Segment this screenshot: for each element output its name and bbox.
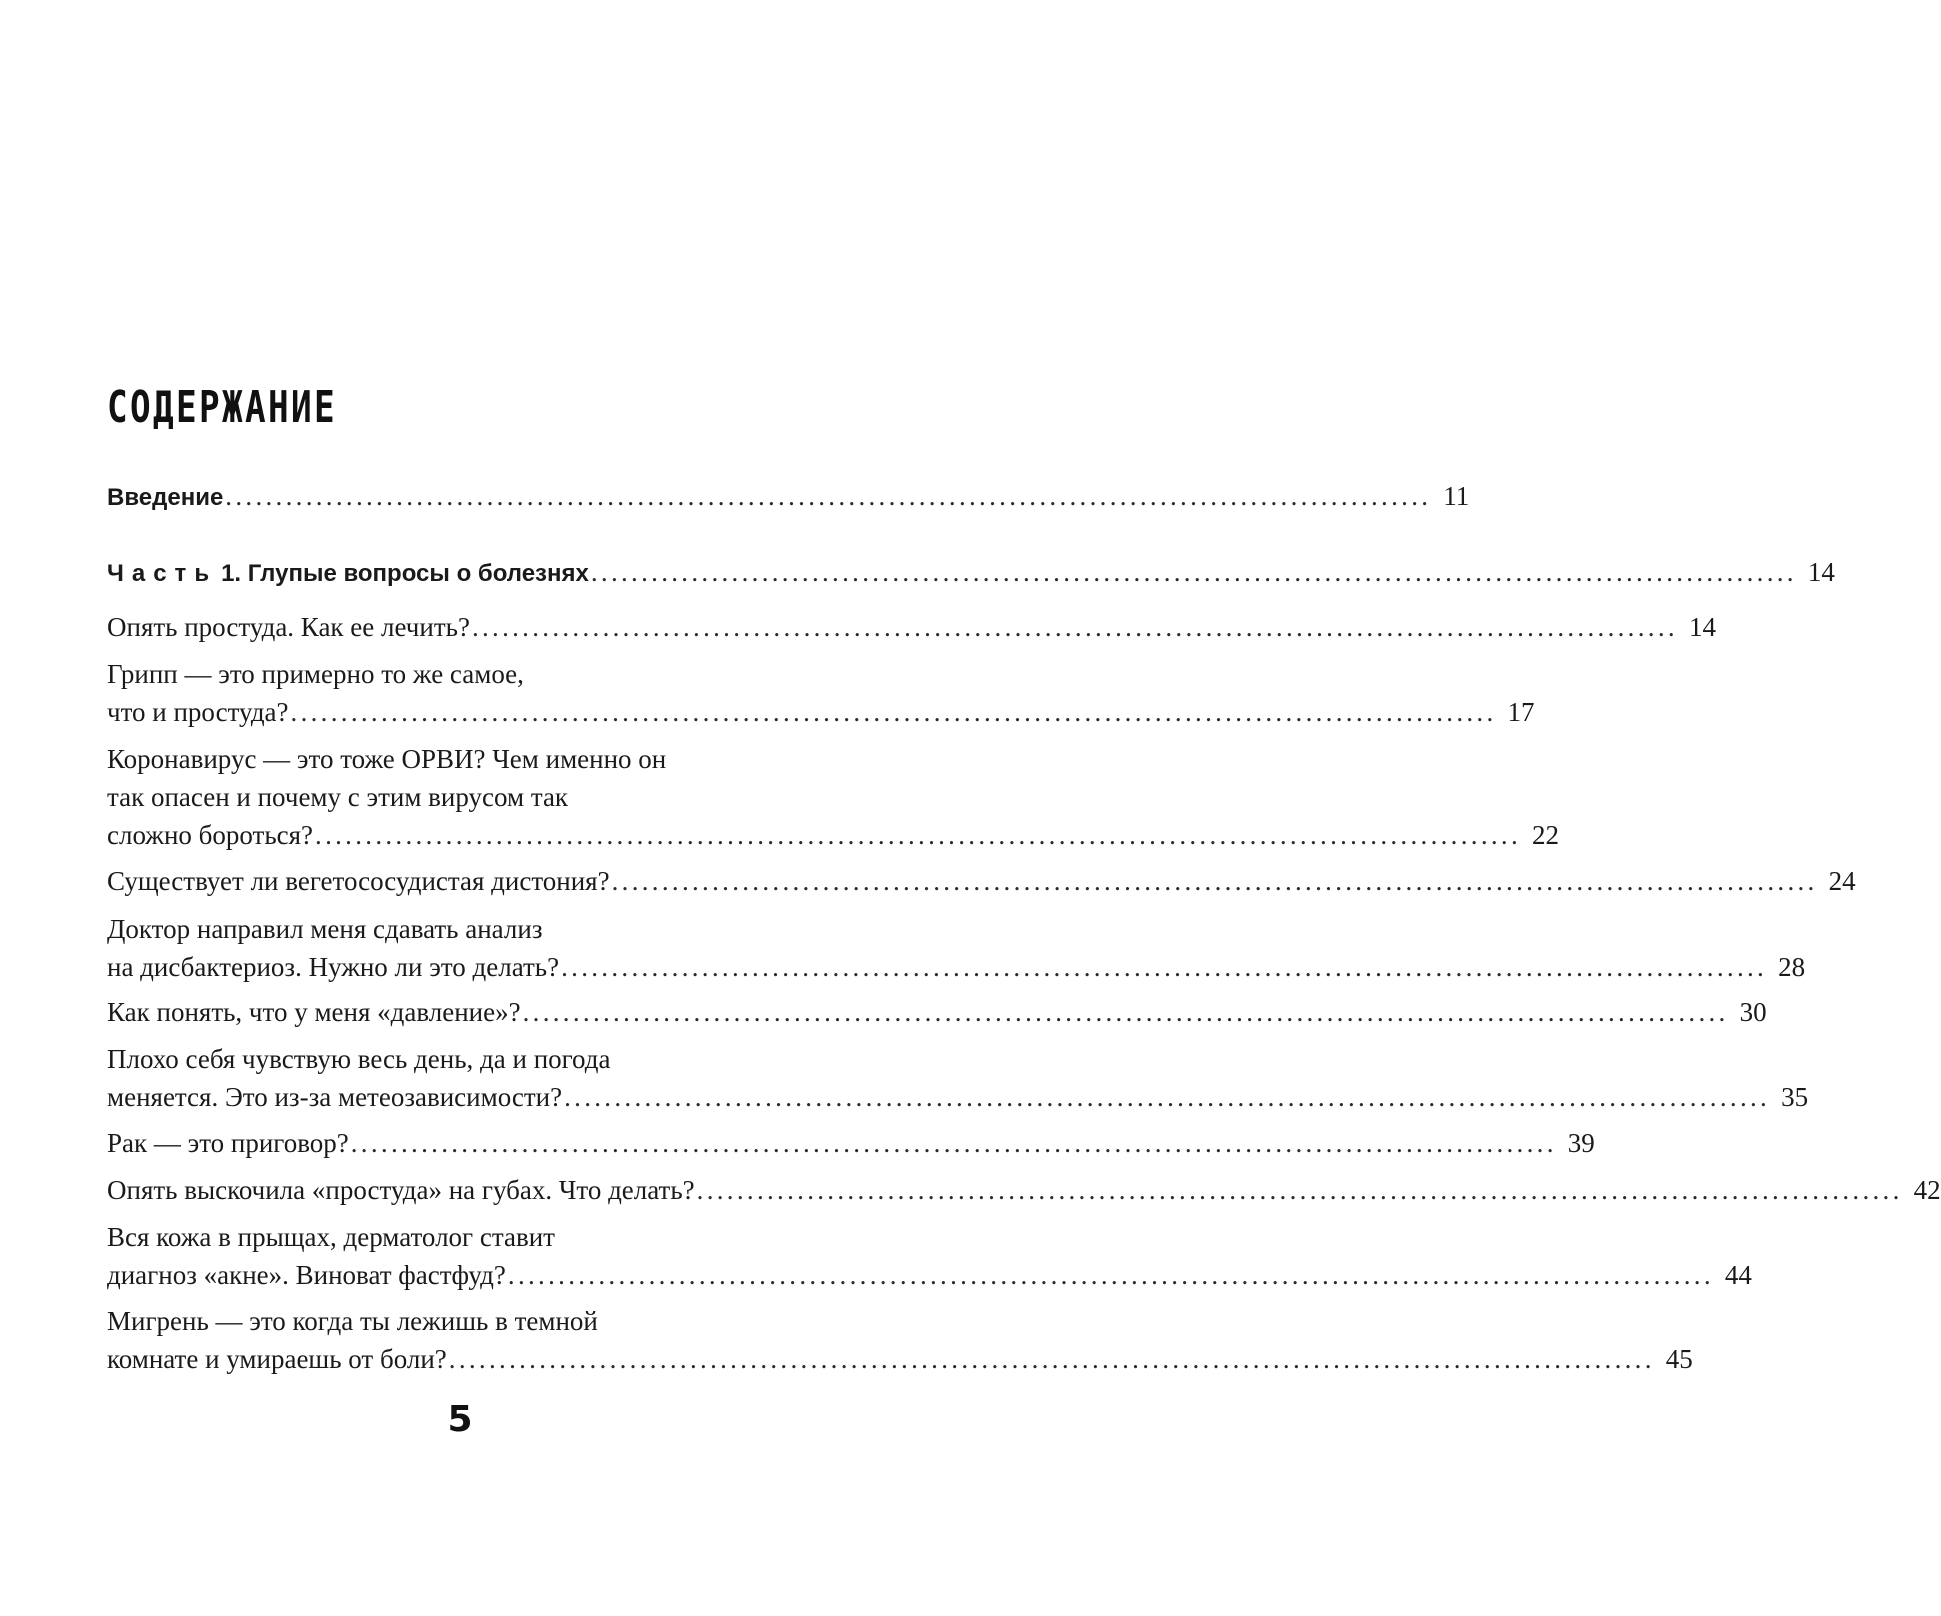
toc-entry-part-1	[107, 553, 1835, 593]
toc-entry-text: Существует ли вегетососудистая дистония?	[107, 866, 610, 896]
dot-leader: ........................................................................................................................	[471, 612, 1678, 642]
toc-entry-text: 1. Глупые вопросы о болезнях	[221, 560, 589, 587]
dot-leader: ........................................................................................................................	[611, 866, 1818, 896]
toc-entry-text: меняется. Это из-за метеозависимости?	[107, 1082, 563, 1112]
toc-entry-text: что и простуда?	[107, 697, 289, 727]
dot-leader: ........................................................................................................................	[696, 1175, 1903, 1205]
toc-entry-page: 14	[1807, 557, 1835, 587]
toc-entry-line: Вся кожа в прыщах, дерматолог ставит	[107, 1222, 555, 1252]
toc-entry-text: Введение	[107, 484, 224, 511]
toc-entry-line: Коронавирус — это тоже ОРВИ? Чем именно он	[107, 744, 667, 774]
page-number: 5	[447, 1399, 473, 1440]
dot-leader: ........................................................................................................................	[561, 952, 1768, 982]
toc-entry	[107, 1124, 1595, 1162]
toc-entry-page: 42	[1913, 1175, 1941, 1205]
toc-entry	[107, 1040, 1809, 1116]
dot-leader: ........................................................................................................................	[315, 820, 1522, 850]
toc-entry-line: Мигрень — это когда ты лежишь в темной	[107, 1306, 598, 1336]
toc-entry	[107, 862, 1856, 900]
toc-entry	[107, 608, 1716, 646]
toc-entry-page: 14	[1688, 612, 1716, 642]
toc-entry-text: на дисбактериоз. Нужно ли это делать?	[107, 952, 560, 982]
toc-entry-page: 24	[1828, 866, 1856, 896]
toc-entry-text: Опять выскочила «простуда» на губах. Что делать?	[107, 1175, 695, 1205]
dot-leader: ........................................................................................................................	[350, 1128, 1557, 1158]
toc-entry	[107, 1171, 1941, 1209]
toc-entry-page: 11	[1443, 481, 1470, 511]
toc-entry-page: 45	[1665, 1344, 1693, 1374]
toc-entry	[107, 740, 1560, 854]
toc-entry-text: диагноз «акне». Виноват фастфуд?	[107, 1260, 506, 1290]
toc-entry-page: 30	[1739, 997, 1767, 1027]
dot-leader: ........................................................................................................................	[564, 1082, 1771, 1112]
dot-leader: ........................................................................................................................	[590, 557, 1797, 587]
toc-entry-text: сложно бороться?	[107, 820, 314, 850]
toc-entry	[107, 910, 1806, 986]
toc-entry-text: Как понять, что у меня «давление»?	[107, 997, 521, 1027]
toc-entry-text: Рак — это приговор?	[107, 1128, 349, 1158]
toc-entry-page: 22	[1532, 820, 1560, 850]
dot-leader: ........................................................................................................................	[448, 1344, 1655, 1374]
toc-entry-page: 35	[1781, 1082, 1809, 1112]
dot-leader: ........................................................................................................................	[290, 697, 1497, 727]
toc-entry-page: 17	[1507, 697, 1535, 727]
toc-entry-line: так опасен и почему с этим вирусом так	[107, 782, 569, 812]
dot-leader: ........................................................................................................................	[507, 1260, 1714, 1290]
dot-leader: ........................................................................................................................	[522, 997, 1729, 1027]
toc-entry	[107, 1218, 1752, 1294]
toc-entry-line: Доктор направил меня сдавать анализ	[107, 914, 543, 944]
toc-entry-text: комнате и умираешь от боли?	[107, 1344, 447, 1374]
toc-entry-line: Грипп — это примерно то же самое,	[107, 659, 524, 689]
toc-entry	[107, 655, 1535, 731]
toc-entry-page: 39	[1567, 1128, 1595, 1158]
toc-entry	[107, 1302, 1693, 1378]
toc-entry-line: Плохо себя чувствую весь день, да и погода	[107, 1044, 611, 1074]
toc-entry-introduction	[107, 477, 1470, 517]
toc-entry-page: 28	[1778, 952, 1806, 982]
toc-entry	[107, 993, 1767, 1031]
toc-entry-text: Опять простуда. Как ее лечить?	[107, 612, 470, 642]
part-label: Часть	[107, 560, 218, 587]
page-title: СОДЕРЖАНИЕ	[107, 382, 338, 433]
dot-leader: ........................................................................................................................	[225, 481, 1432, 511]
toc-entry-page: 44	[1724, 1260, 1752, 1290]
